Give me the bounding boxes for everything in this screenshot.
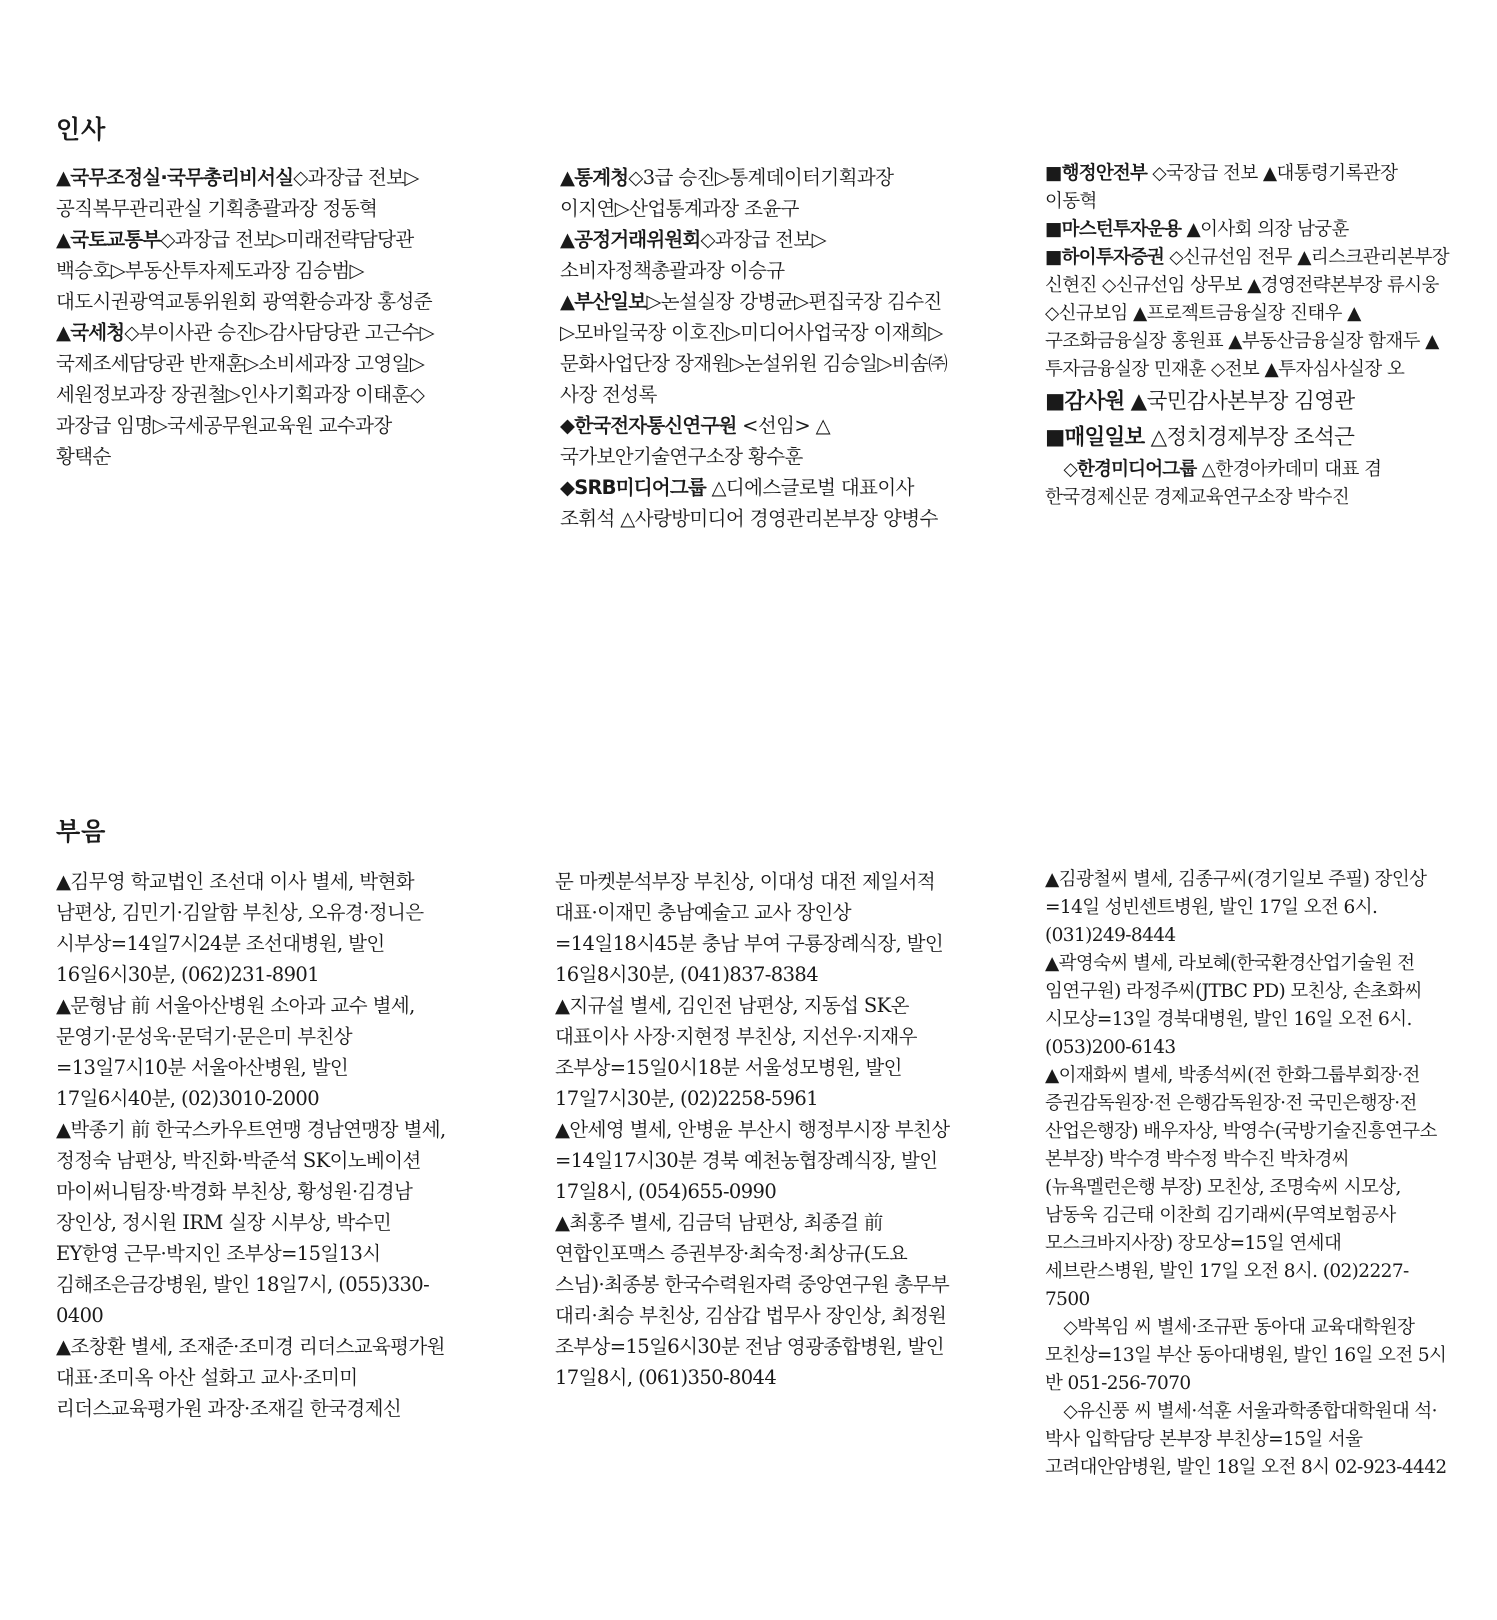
obituary-entry: ▲김무영 학교법인 조선대 이사 별세, 박현화 남편상, 김민기·김알함 부친상, 오유경·정니은 시부상=14일7시24분 조선대병원, 발인 16일6시30분, (062)231-8901 (56, 870, 424, 986)
obituaries-column-1 (56, 866, 446, 1424)
obituary-entry: ▲문형남 前 서울아산병원 소아과 교수 별세, 문영기·문성욱·문덕기·문은미 부친상=13일7시10분 서울아산병원, 발인 17일6시40분, (02)3010-2000 (56, 994, 415, 1110)
appointment-entry: ■행정안전부 ◇국장급 전보 ▲대통령기록관장 이동혁 (1045, 163, 1398, 212)
obituary-entry: ▲안세영 별세, 안병윤 부산시 행정부시장 부친상=14일17시30분 경북 예천농협장례식장, 발인 17일8시, (054)655-0990 (555, 1118, 950, 1203)
section-title-appointments: 인사 (56, 115, 107, 144)
appointment-entry: ▲부산일보▷논설실장 강병균▷편집국장 김수진▷모바일국장 이호진▷미디어사업국장 이재희▷문화사업단장 장재원▷논설위원 김승일▷비솜㈜ 사장 전성록 (560, 290, 948, 406)
obituary-entry: 문 마켓분석부장 부친상, 이대성 대전 제일서적 대표·이재민 충남예술고 교사 장인상=14일18시45분 충남 부여 구룡장례식장, 발인 16일8시30분, (041)837-8384 (555, 870, 944, 986)
obituary-entry: ▲조창환 별세, 조재준·조미경 리더스교육평가원 대표·조미옥 아산 설화고 교사·조미미 리더스교육평가원 과장·조재길 한국경제신 (56, 1335, 445, 1420)
appointments-column-1 (56, 162, 436, 472)
obituary-entry: ▲곽영숙씨 별세, 라보혜(한국환경산업기술원 전 임연구원) 라정주씨(JTBC PD) 모친상, 손초화씨 시모상=13일 경북대병원, 발인 16일 오전 6시. (053)200-6143 (1045, 953, 1422, 1058)
obituaries-column-3 (1045, 866, 1450, 1482)
obituary-entry: ▲김광철씨 별세, 김종구씨(경기일보 주필) 장인상=14일 성빈센트병원, 발인 17일 오전 6시. (031)249-8444 (1045, 869, 1427, 946)
appointment-entry: ▲통계청◇3급 승진▷통계데이터기획과장 이지연▷산업통계과장 조윤구 (560, 166, 894, 220)
appointment-entry: ▲국세청◇부이사관 승진▷감사담당관 고근수▷국제조세담당관 반재훈▷소비세과장 고영일▷세원정보과장 장권철▷인사기획과장 이태훈◇과장급 임명▷국세공무원교육원 교수과장 황택순 (56, 321, 435, 468)
obituary-entry: ▲최홍주 별세, 김금덕 남편상, 최종걸 前 연합인포맥스 증권부장·최숙정·최상규(도요 스님)·최종봉 한국수력원자력 중앙연구원 총무부 대리·최승 부친상, 김삼갑 법무사 장인상, 최정원 조부상=15일6시30분 전남 영광종합병원, 발인 17일8시, (061)350-8044 (555, 1211, 950, 1389)
appointments-column-2 (560, 162, 952, 534)
obituary-entry: ▲박종기 前 한국스카우트연맹 경남연맹장 별세, 정정숙 남편상, 박진화·박준석 SK이노베이션 마이써니팀장·박경화 부친상, 황성원·김경남 장인상, 정시원 IRM 실장 시부상, 박수민 EY한영 근무·박지인 조부상=15일13시 김해조은금강병원, 발인 18일7시, (055)330-0400 (56, 1118, 446, 1327)
obituary-entry: ▲지규설 별세, 김인전 남편상, 지동섭 SK온 대표이사 사장·지현정 부친상, 지선우·지재우 조부상=15일0시18분 서울성모병원, 발인 17일7시30분, (02)2258-5961 (555, 994, 917, 1110)
section-title-obituaries: 부음 (56, 817, 107, 846)
obituary-entry: ◇박복임 씨 별세·조규판 동아대 교육대학원장 모친상=13일 부산 동아대병원, 발인 16일 오전 5시 반 051-256-7070 (1045, 1317, 1447, 1394)
appointment-entry: ■감사원 ▲국민감사본부장 김영관 (1045, 389, 1355, 414)
appointment-entry: ■하이투자증권 ◇신규선임 전무 ▲리스크관리본부장 신현진 ◇신규선임 상무보 ▲경영전략본부장 류시웅 ◇신규보임 ▲프로젝트금융실장 진태우 ▲구조화금융실장 홍원표 ▲부동산금융실장 함재두 ▲투자금융실장 민재훈 ◇전보 ▲투자심사실장 오 (1045, 247, 1450, 380)
appointments-column-3 (1045, 160, 1450, 512)
appointment-entry: ■매일일보 △정치경제부장 조석근 (1045, 425, 1355, 450)
appointment-entry: ▲국토교통부◇과장급 전보▷미래전략담당관 백승호▷부동산투자제도과장 김승범▷대도시권광역교통위원회 광역환승과장 홍성준 (56, 228, 432, 313)
appointment-entry: ▲국무조정실·국무총리비서실◇과장급 전보▷공직복무관리관실 기획총괄과장 정동혁 (56, 166, 419, 220)
appointment-entry: ▲공정거래위원회◇과장급 전보▷소비자정책총괄과장 이승규 (560, 228, 827, 282)
obituary-entry: ◇유신풍 씨 별세·석훈 서울과학종합대학원대 석·박사 입학담당 본부장 부친상=15일 서울 고려대안암병원, 발인 18일 오전 8시 02-923-4442 (1045, 1401, 1447, 1478)
appointment-entry: ◆한국전자통신연구원 <선임> △국가보안기술연구소장 황수훈 (560, 414, 831, 468)
appointment-entry: ◆SRB미디어그룹 △디에스글로벌 대표이사 조휘석 △사랑방미디어 경영관리본부장 양병수 (560, 476, 938, 530)
obituaries-column-2 (555, 866, 953, 1393)
obituary-entry: ▲이재화씨 별세, 박종석씨(전 한화그룹부회장·전 증권감독원장·전 은행감독원장·전 국민은행장·전 산업은행장) 배우자상, 박영수(국방기술진흥연구소 본부장) 박수경 박수정 박수진 박차경씨(뉴욕멜런은행 부장) 모친상, 조명숙씨 시모상, 남동욱 김근태 이찬희 김기래씨(무역보험공사 모스크바지사장) 장모상=15일 연세대 세브란스병원, 발인 17일 오전 8시. (02)2227-7500 (1045, 1065, 1437, 1310)
appointment-entry: ■마스턴투자운용 ▲이사회 의장 남궁훈 (1045, 219, 1349, 240)
appointment-entry: ◇한경미디어그룹 △한경아카데미 대표 겸 한국경제신문 경제교육연구소장 박수진 (1045, 459, 1382, 508)
